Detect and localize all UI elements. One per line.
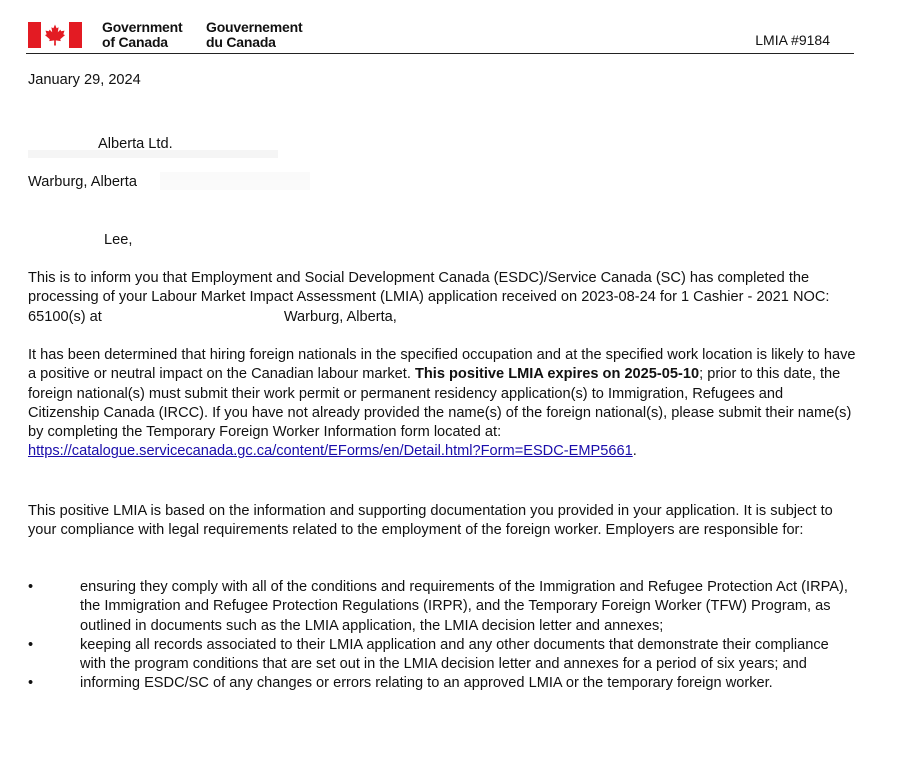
wordmark-en-line2: of Canada (102, 34, 168, 50)
recipient-company: Alberta Ltd. (98, 136, 173, 152)
list-item-text: keeping all records associated to their LMIA application and any other documents that demonstrate their compliance with the program conditions that are set out in the LMIA decision letter and annexes for a period of six years; and (80, 636, 829, 673)
wordmark-fr-line2: du Canada (206, 34, 276, 50)
wordmark-fr-line1: Gouvernement (206, 19, 303, 35)
paragraph3-text: This positive LMIA is based on the information and supporting documentation you provided in your application. It is subject to your compliance with legal requirements related to the employment of the foreign worker. Employers are responsible for: (28, 503, 833, 539)
paragraph-employer-responsibilities (28, 502, 858, 541)
maple-leaf-icon (43, 23, 67, 47)
lmia-expiry-statement: This positive LMIA expires on 2025-05-10 (414, 366, 700, 383)
canada-flag-icon (28, 22, 82, 48)
recipient-city: Warburg, Alberta (28, 174, 137, 190)
tfw-information-form-link[interactable]: https://catalogue.servicecanada.gc.ca/content/EForms/en/Detail.html?Form=ESDC-EMP5661 (28, 443, 633, 460)
government-of-canada-wordmark (102, 20, 182, 50)
government-header (26, 18, 854, 54)
bullet-symbol: • (28, 636, 34, 653)
paragraph1-text-b: Warburg, Alberta, (283, 308, 397, 325)
salutation: Lee, (104, 232, 133, 248)
list-item (28, 636, 858, 675)
list-item (28, 578, 858, 636)
letter-date: January 29, 2024 (28, 72, 141, 88)
list-item-text: ensuring they comply with all of the conditions and requirements of the Immigration and Refugee Protection Act (IRPA), the Immigration and Refugee Protection Regulations (IRPR), and the Temporary Foreign Worker (TFW) Program, as outlined in documents such as the LMIA application, the LMIA decision letter and annexes; (80, 579, 848, 634)
paragraph2-text-b: ; prior to this date, the foreign national(s) must submit their work permit or permanent residency application(s) to Immigration, Refugees and Citizenship Canada (IRCC). If you have not already provided the name(s) of the foreign national(s), please submit their name(s) by completing the Temporary Foreign Worker Information form located at: (28, 366, 852, 441)
redacted-address (160, 172, 310, 190)
bullet-symbol: • (28, 675, 34, 692)
paragraph-determination (28, 346, 858, 462)
gouvernement-du-canada-wordmark (206, 20, 302, 50)
flag-left-bar (28, 22, 41, 48)
list-item-text: informing ESDC/SC of any changes or errors relating to an approved LMIA or the temporary foreign worker. (80, 675, 773, 692)
paragraph1-text-a: This is to inform you that Employment and Social Development Canada (ESDC)/Service Canada (SC) has completed the processing of your Labour Market Impact Assessment (LMIA) application received on 2023-08-24 for 1 Cashier - 2021 NOC: 65100(s) at (28, 270, 830, 325)
responsibilities-list (28, 578, 858, 694)
paragraph-processing-complete (28, 269, 858, 327)
paragraph2-text-a: It has been determined that hiring foreign nationals in the specified occupation and at the specified work location is likely to have a positive or neutral impact on the Canadian labour market. (28, 347, 856, 383)
wordmark-en-line1: Government (102, 19, 183, 35)
list-item (28, 674, 858, 693)
flag-center (41, 22, 69, 48)
lmia-reference-number: LMIA #9184 (755, 32, 830, 48)
flag-right-bar (69, 22, 82, 48)
bullet-symbol: • (28, 579, 34, 595)
paragraph2-text-c: . (632, 443, 637, 460)
